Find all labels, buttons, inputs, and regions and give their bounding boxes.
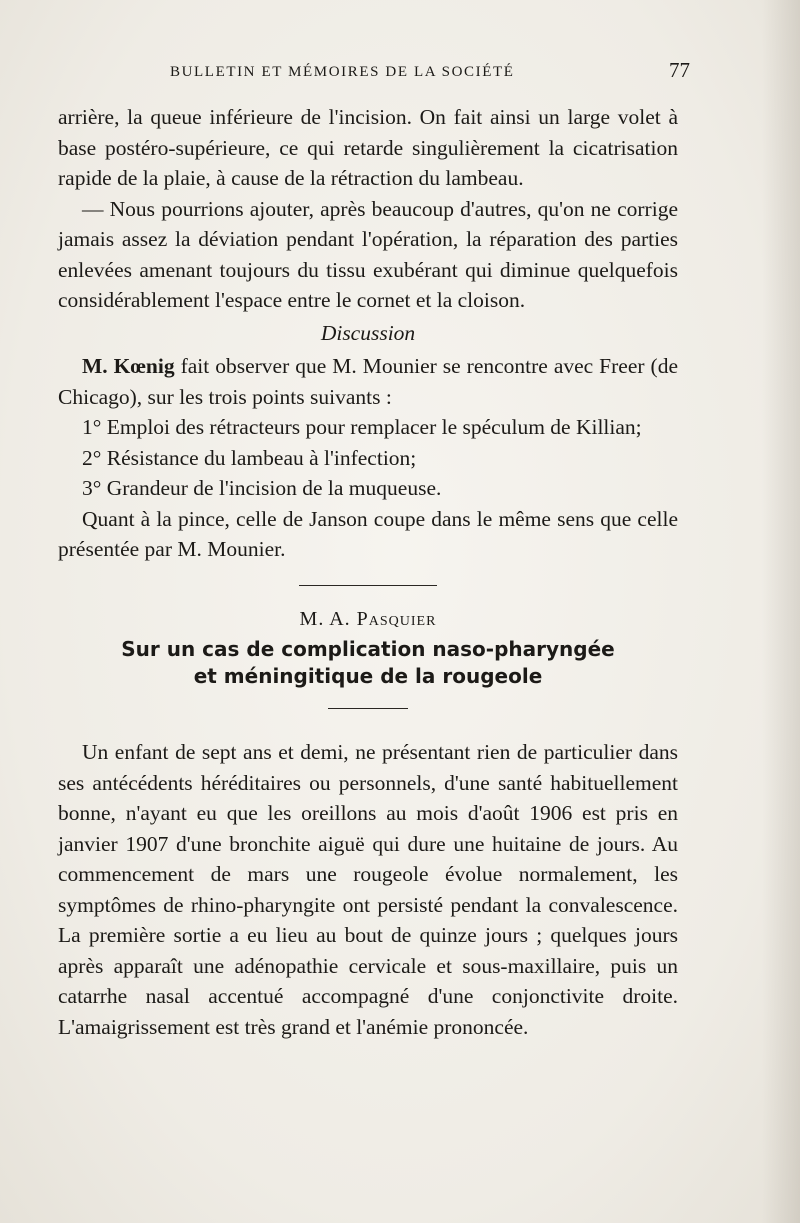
discussion-speaker: M. Kœnig xyxy=(82,354,175,378)
discussion-heading: Discussion xyxy=(320,320,416,345)
page-gutter-shadow xyxy=(762,0,800,1223)
page-number: 77 xyxy=(669,58,690,82)
article-title xyxy=(58,636,678,690)
paragraph-incision: arrière, la queue inférieure de l'incision. On fait ainsi un large volet à base postéro-supérieure, ce qui retarde singulièrement la cicatrisation rapide de la plaie, à cause de la rétraction du lambeau. xyxy=(58,105,678,190)
paragraph-case-report: Un enfant de sept ans et demi, ne présentant rien de particulier dans ses antécédents héréditaires ou personnels, d'une santé habituellement bonne, n'ayant eu que les oreillons au mois d'août 1906 est pris en janvier 1907 d'une bronchite aiguë qui dure une huitaine de jours. Au commencement de mars une rougeole évolue normalement, les symptômes de rhino-pharyngite ont persisté pendant la convalescence. La première sortie a eu lieu au bout de quinze jours ; quelques jours après apparaît une adénopathie cervicale et sous-maxillaire, puis un catarrhe nasal accentué accompagné d'une conjonctivite droite. L'amaigrissement est très grand et l'anémie prononcée. xyxy=(58,740,678,1039)
page-body xyxy=(58,102,678,1042)
running-title: BULLETIN ET MÉMOIRES DE LA SOCIÉTÉ xyxy=(170,64,515,80)
article-title-line-1: Sur un cas de complication naso-pharyngée xyxy=(121,637,615,661)
discussion-point-3: 3° Grandeur de l'incision de la muqueuse. xyxy=(82,476,442,500)
paragraph-pince: Quant à la pince, celle de Janson coupe dans le même sens que celle présentée par M. Mounier. xyxy=(58,506,678,561)
discussion-paragraph xyxy=(58,351,678,412)
article-author: M. A. Pasquier xyxy=(299,607,437,630)
discussion-point-2: 2° Résistance du lambeau à l'infection; xyxy=(82,445,417,470)
paragraph-deviation: — Nous pourrions ajouter, après beaucoup d'autres, qu'on ne corrige jamais assez la déviation pendant l'opération, la réparation des parties enlevées amenant toujours du tissu exubérant qui diminue quelquefois considérablement l'espace entre le cornet et la cloison. xyxy=(58,196,678,312)
article-title-line-2: et méningitique de la rougeole xyxy=(193,664,543,688)
title-divider xyxy=(328,708,408,709)
discussion-intro: fait observer que M. Mounier se rencontre avec Freer (de Chicago), sur les trois points suivants : xyxy=(58,354,678,409)
discussion-point-1: 1° Emploi des rétracteurs pour remplacer le spéculum de Killian; xyxy=(82,415,642,439)
section-divider xyxy=(299,585,437,586)
